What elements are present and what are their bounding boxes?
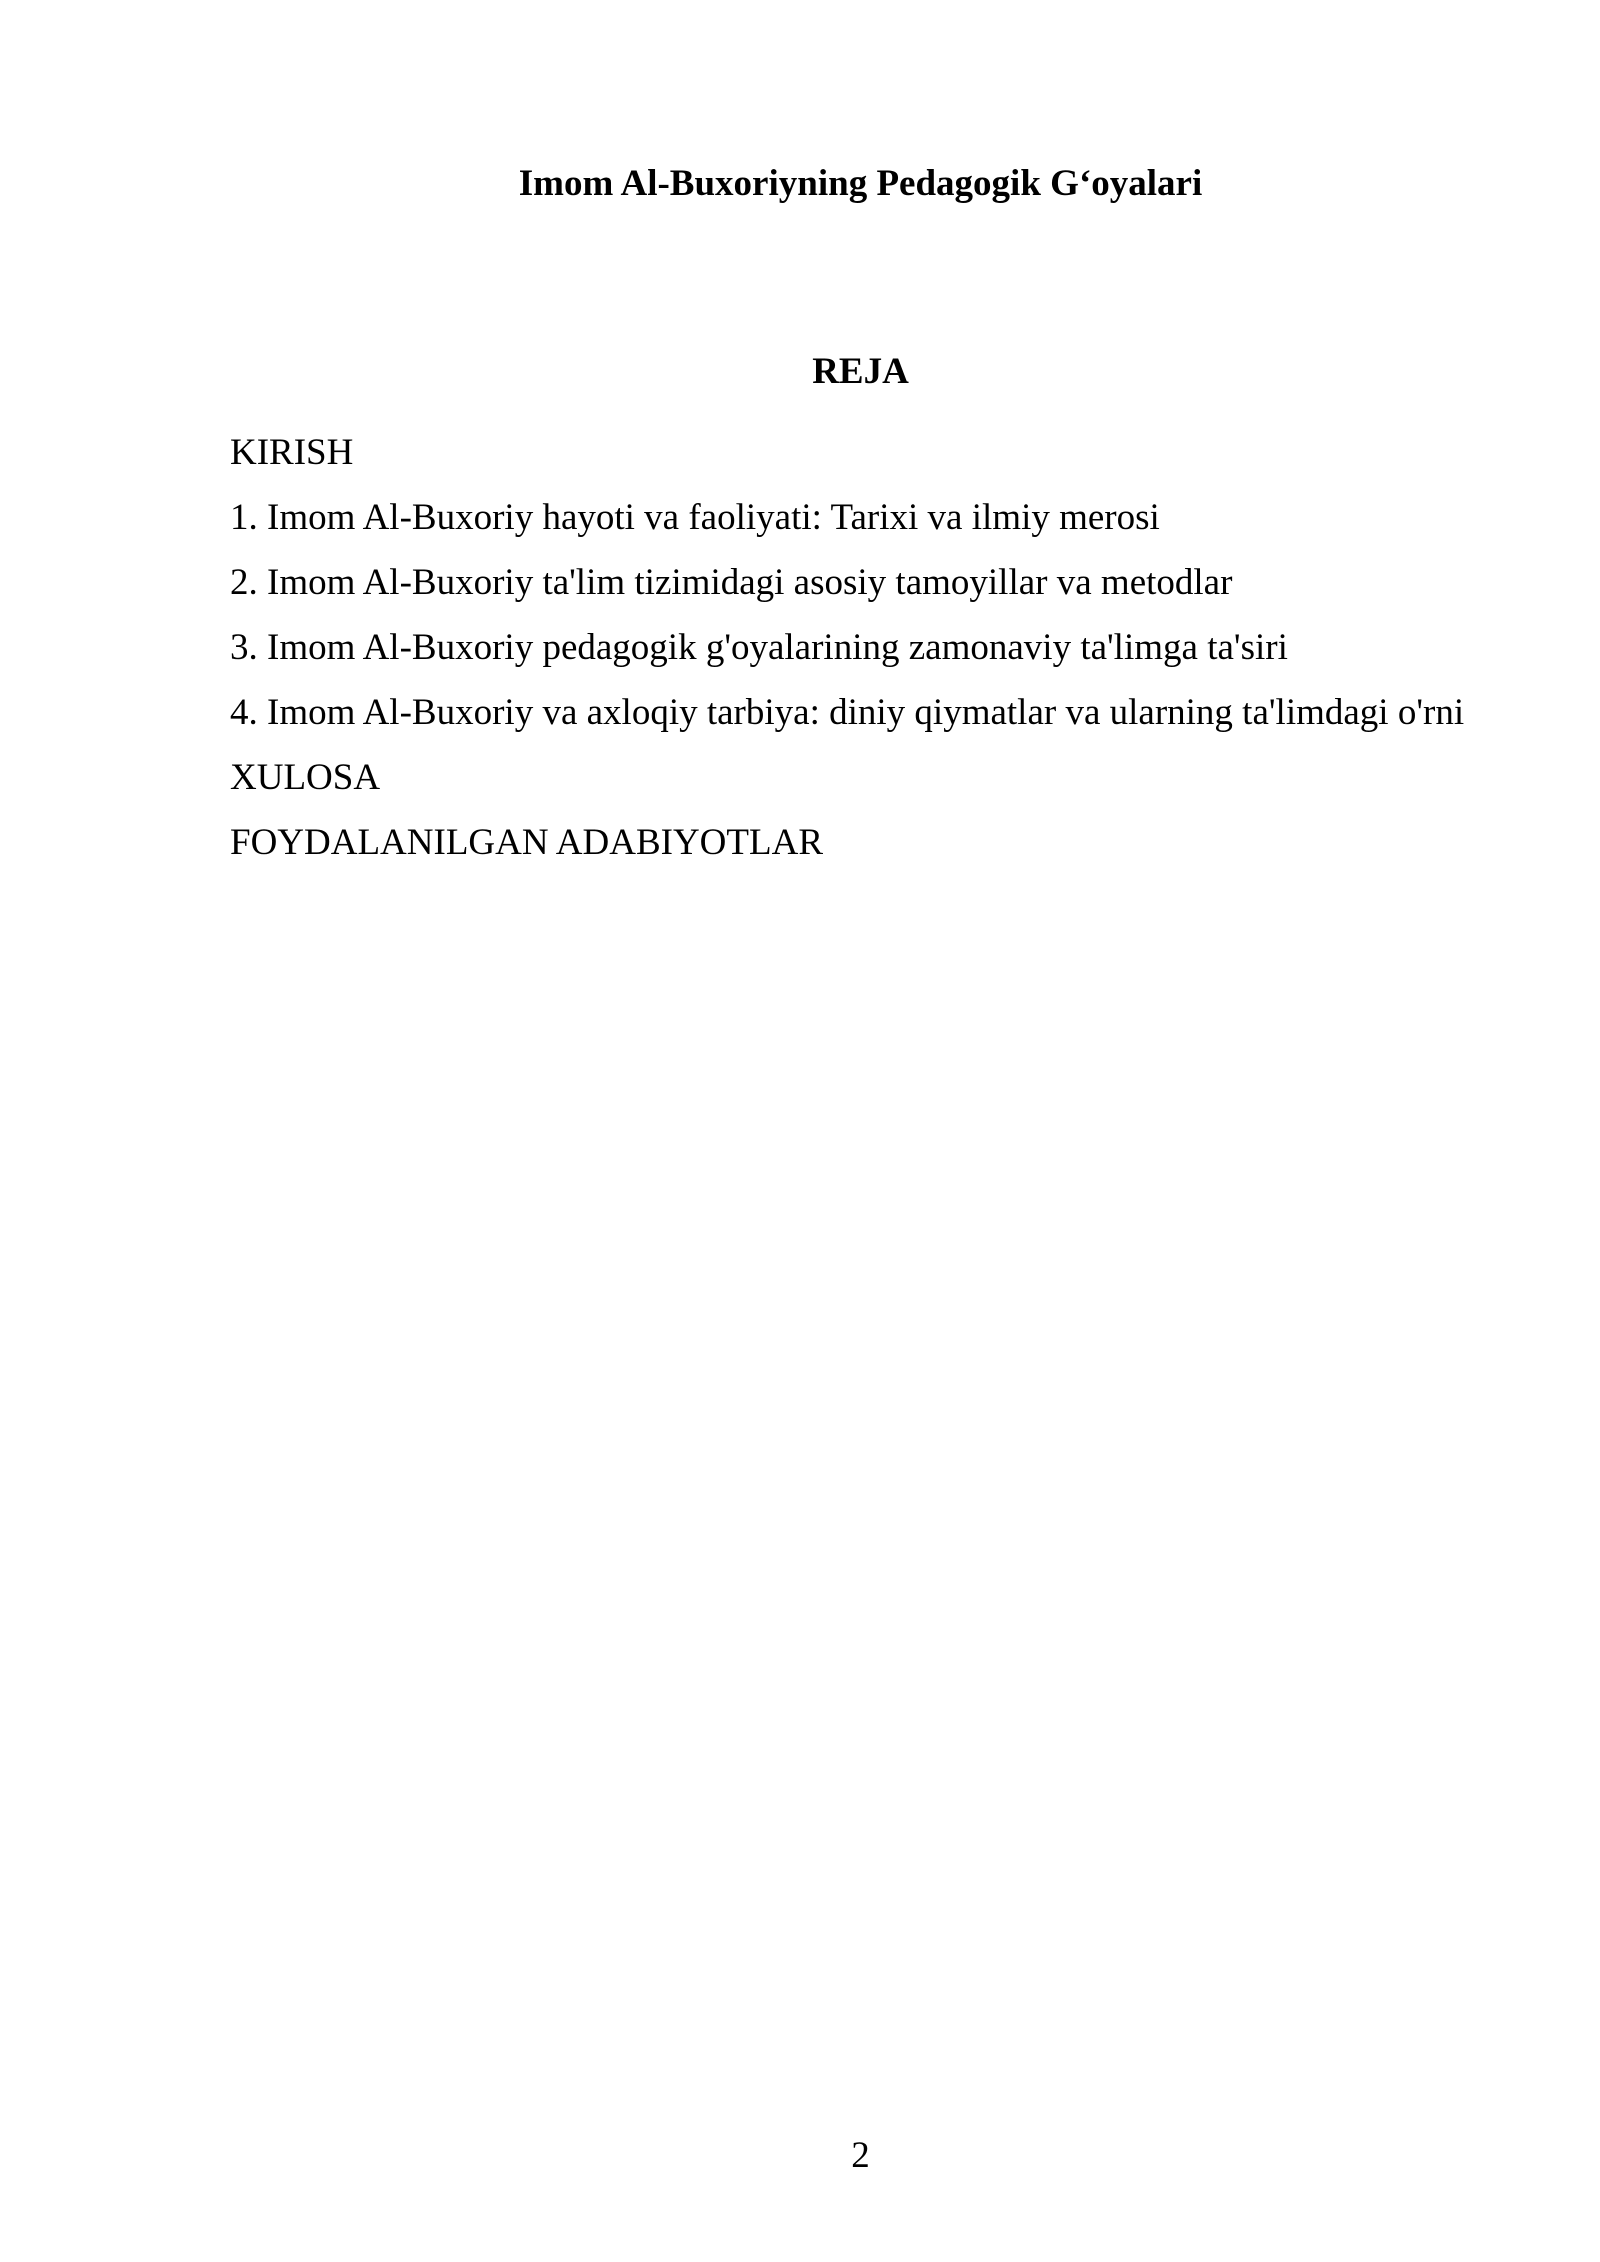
- document-title: Imom Al-Buxoriyning Pedagogik G‘oyalari: [518, 163, 1203, 204]
- plan-item-1: 1. Imom Al-Buxoriy hayoti va faoliyati: Tarixi va ilmiy merosi: [230, 497, 1160, 538]
- page-number: 2: [851, 2135, 870, 2176]
- plan-item-2: 2. Imom Al-Buxoriy ta'lim tizimidagi asosiy tamoyillar va metodlar: [230, 562, 1233, 603]
- plan-heading: REJA: [812, 351, 909, 392]
- plan-item-conclusion: XULOSA: [230, 757, 381, 798]
- plan-item-4: 4. Imom Al-Buxoriy va axloqiy tarbiya: diniy qiymatlar va ularning ta'limdagi o'rni: [230, 692, 1465, 733]
- plan-item-intro: KIRISH: [230, 432, 354, 473]
- plan-item-3: 3. Imom Al-Buxoriy pedagogik g'oyalarining zamonaviy ta'limga ta'siri: [230, 627, 1288, 668]
- plan-item-references: FOYDALANILGAN ADABIYOTLAR: [230, 822, 823, 863]
- plan-list: [230, 420, 1570, 875]
